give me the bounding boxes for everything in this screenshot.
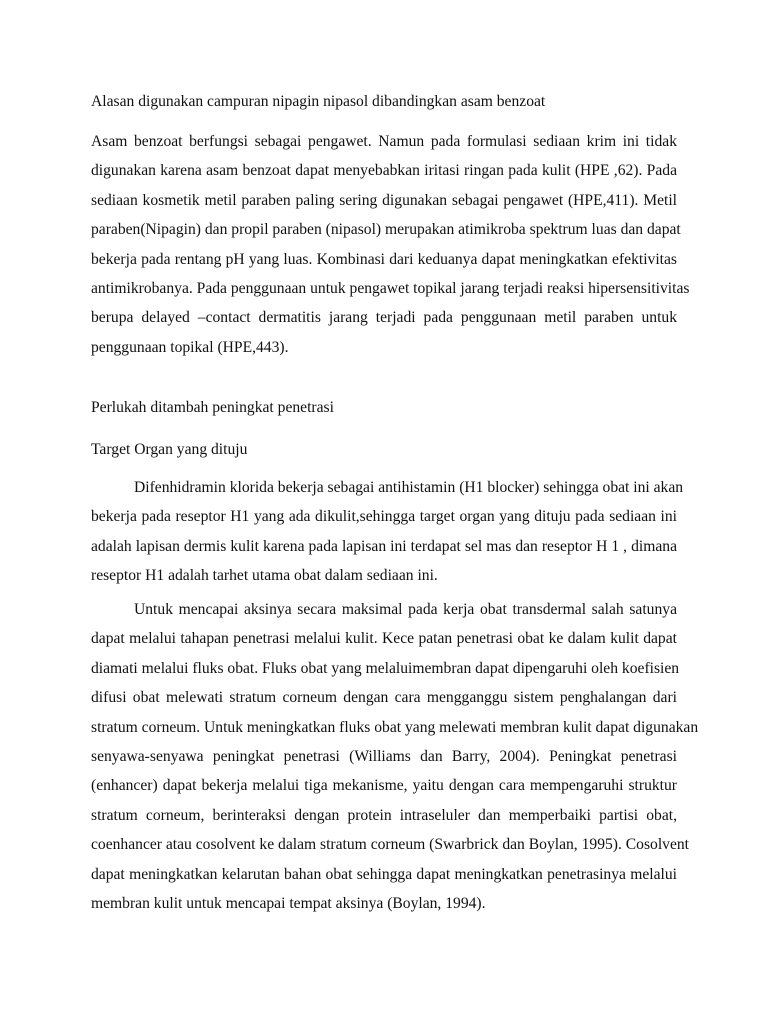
paragraph-line: (enhancer) dapat bekerja melalui tiga mekanisme, yaitu dengan cara mempengaruhi struktur [91,777,677,795]
paragraph-line: senyawa-senyawa peningkat penetrasi (Williams dan Barry, 2004). Peningkat penetrasi [91,748,677,766]
paragraph-asam-benzoat [91,127,690,362]
paragraph-line: Asam benzoat berfungsi sebagai pengawet. Namun pada formulasi sediaan krim ini tidak [91,133,677,150]
paragraph-line: stratum corneum, berinteraksi dengan protein intraseluler dan memperbaiki partisi obat, [91,806,677,824]
paragraph-penetrasi [91,595,699,918]
paragraph-difenhidramin [91,473,684,591]
paragraph-line: bekerja pada rentang pH yang luas. Kombinasi dari keduanya dapat meningkatkan efektivitas [91,250,677,268]
heading-peningkat-penetrasi: Perlukah ditambah peningkat penetrasi [91,399,334,416]
paragraph-line: paraben(Nipagin) dan propil paraben (nipasol) merupakan atimikroba spektrum luas dan dapat [91,221,681,239]
paragraph-line: sediaan kosmetik metil paraben paling sering digunakan sebagai pengawet (HPE,411). Metil [91,191,677,209]
paragraph-line: Difenhidramin klorida bekerja sebagai antihistamin (H1 blocker) sehingga obat ini akan [134,479,684,496]
paragraph-line: bekerja pada reseptor H1 yang ada dikulit,sehingga target organ yang dituju pada sediaan ini [91,508,677,526]
paragraph-line: difusi obat melewati stratum corneum dengan cara mengganggu sistem penghalangan dari [91,689,677,707]
paragraph-line: adalah lapisan dermis kulit karena pada lapisan ini terdapat sel mas dan reseptor H 1 , dimana [91,537,677,555]
paragraph-line: dapat meningkatkan kelarutan bahan obat sehingga dapat meningkatkan penetrasinya melalui [91,865,677,883]
paragraph-line: dapat melalui tahapan penetrasi melalui kulit. Kece patan penetrasi obat ke dalam kulit dapat [91,630,677,648]
paragraph-line: berupa delayed –contact dermatitis jarang terjadi pada penggunaan metil paraben untuk [91,309,677,327]
paragraph-line: membran kulit untuk mencapai tempat aksinya (Boylan, 1994). [91,895,486,913]
paragraph-line: digunakan karena asam benzoat dapat menyebabkan iritasi ringan pada kulit (HPE ,62). Pada [91,162,677,180]
paragraph-line: penggunaan topikal (HPE,443). [91,338,289,356]
heading-alasan: Alasan digunakan campuran nipagin nipasol dibandingkan asam benzoat [91,93,546,110]
paragraph-line: stratum corneum. Untuk meningkatkan fluks obat yang melewati membran kulit dapat digunakan [91,718,699,736]
paragraph-line: coenhancer atau cosolvent ke dalam stratum corneum (Swarbrick dan Boylan, 1995). Cosolvent [91,836,690,854]
paragraph-line: reseptor H1 adalah tarhet utama obat dalam sediaan ini. [91,567,438,585]
heading-target-organ: Target Organ yang dituju [91,441,248,458]
paragraph-line: Untuk mencapai aksinya secara maksimal pada kerja obat transdermal salah satunya [134,601,677,618]
paragraph-line: diamati melalui fluks obat. Fluks obat yang melaluimembran dapat dipengaruhi oleh koefisien [91,659,680,677]
paragraph-line: antimikrobanya. Pada penggunaan untuk pengawet topikal jarang terjadi reaksi hipersensitivitas [91,280,690,298]
